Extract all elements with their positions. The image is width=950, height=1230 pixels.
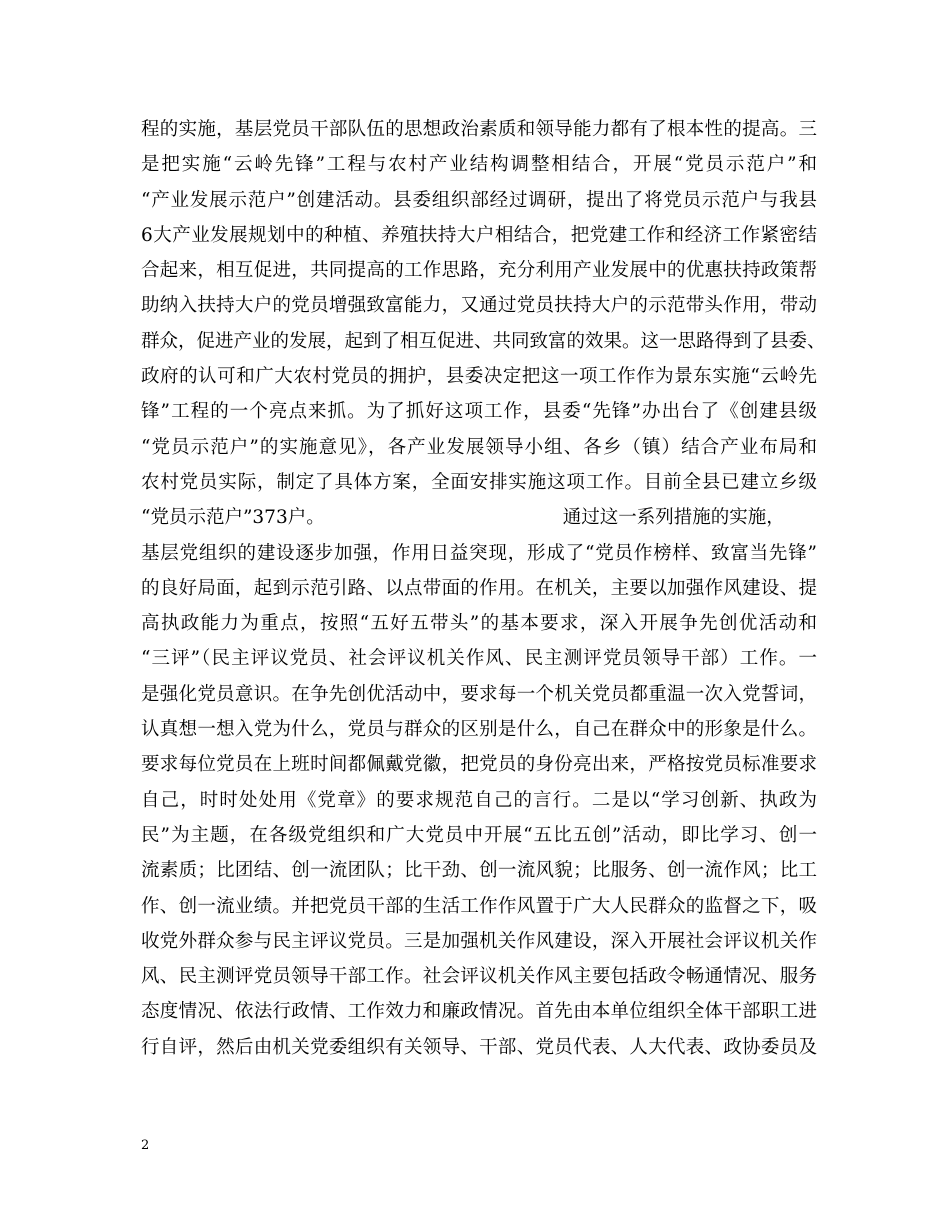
- text-line: 的良好局面，起到示范引路、以点带面的作用。在机关，主要以加强作风建设、提: [141, 577, 817, 599]
- text-line: 是把实施“云岭先锋”工程与农村产业结构调整相结合，开展“党员示范户”和: [141, 154, 817, 176]
- text-line: 助纳入扶持大户的党员增强致富能力，又通过党员扶持大户的示范带头作用，带动: [141, 295, 817, 317]
- text-line: 是强化党员意识。在争先创优活动中，要求每一个机关党员都重温一次入党誓词，: [141, 683, 817, 705]
- text-line: 作、创一流业绩。并把党员干部的生活工作作风置于广大人民群众的监督之下，吸: [141, 895, 817, 917]
- text-line: 锋”工程的一个亮点来抓。为了抓好这项工作，县委“先锋”办出台了《创建县级: [141, 401, 817, 423]
- text-line: “三评”（民主评议党员、社会评议机关作风、民主测评党员领导干部）工作。一: [141, 648, 817, 670]
- text-line: 6大产业发展规划中的种植、养殖扶持大户相结合，把党建工作和经济工作紧密结: [141, 224, 817, 246]
- text-line: 程的实施，基层党员干部队伍的思想政治素质和领导能力都有了根本性的提高。三: [141, 119, 817, 140]
- text-line: “党员示范户”的实施意见》，各产业发展领导小组、各乡（镇）结合产业布局和: [141, 436, 817, 458]
- text-line: 合起来，相互促进，共同提高的工作思路，充分利用产业发展中的优惠扶持政策帮: [141, 260, 817, 282]
- text-line: 群众，促进产业的发展，起到了相互促进、共同致富的效果。这一思路得到了县委、: [141, 330, 826, 352]
- text-line: 民”为主题，在各级党组织和广大党员中开展“五比五创”活动，即比学习、创一: [141, 824, 817, 846]
- text-line: 态度情况、依法行政情、工作效力和廉政情况。首先由本单位组织全体干部职工进: [141, 1001, 817, 1023]
- text-line: 基层党组织的建设逐步加强，作用日益突现，形成了“党员作榜样、致富当先锋”: [141, 542, 817, 564]
- text-line: “产业发展示范户”创建活动。县委组织部经过调研，提出了将党员示范户与我县: [141, 189, 817, 211]
- text-line: 流素质；比团结、创一流团队；比干劲、创一流风貌；比服务、创一流作风；比工: [141, 860, 817, 882]
- text-line: 高执政能力为重点，按照“五好五带头”的基本要求，深入开展争先创优活动和: [141, 613, 817, 635]
- text-line-start: “党员示范户”373户。: [141, 507, 325, 529]
- text-line: 政府的认可和广大农村党员的拥护，县委决定把这一项工作作为景东实施“云岭先: [141, 366, 817, 388]
- text-line: 收党外群众参与民主评议党员。三是加强机关作风建设，深入开展社会评议机关作: [141, 930, 817, 952]
- text-line: 行自评，然后由机关党委组织有关领导、干部、党员代表、人大代表、政协委员及: [141, 1036, 817, 1058]
- text-line: 要求每位党员在上班时间都佩戴党徽，把党员的身份亮出来，严格按党员标准要求: [141, 754, 817, 776]
- text-line: 风、民主测评党员领导干部工作。社会评议机关作风主要包括政令畅通情况、服务: [141, 966, 817, 988]
- page-number: 2: [141, 1138, 150, 1153]
- text-line: 农村党员实际，制定了具体方案，全面安排实施这项工作。目前全县已建立乡级: [141, 471, 817, 493]
- body-text: [141, 112, 826, 1065]
- text-line: 自己，时时处处用《党章》的要求规范自己的言行。二是以“学习创新、执政为: [141, 789, 817, 811]
- text-line-split: [141, 500, 821, 535]
- text-line-end: 通过这一系列措施的实施，: [562, 507, 785, 529]
- text-line: 认真想一想入党为什么，党员与群众的区别是什么，自己在群众中的形象是什么。: [141, 719, 817, 741]
